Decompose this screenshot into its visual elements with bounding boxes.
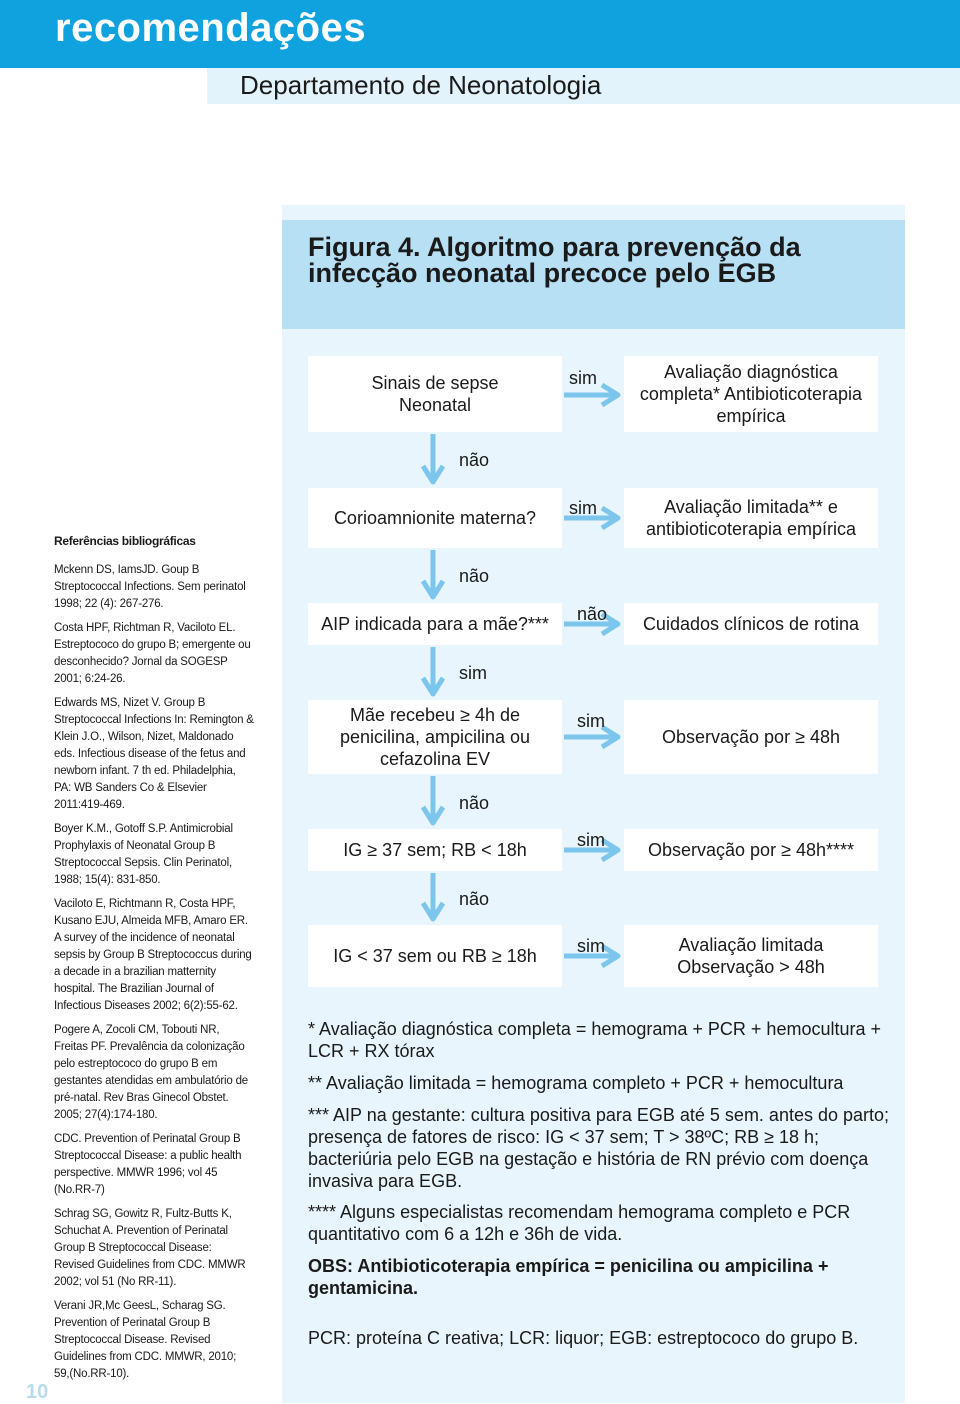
arrow-down-icon <box>420 548 446 603</box>
footnote-avaliacao-limitada: ** Avaliação limitada = hemograma completo + PCR + hemocultura <box>308 1073 844 1093</box>
reference-item: CDC. Prevention of Perinatal Group B Streptococcal Disease: a public health perspective. MMWR 1996; vol 45 (No.RR-7) <box>54 1133 242 1196</box>
label-nao: não <box>459 793 490 813</box>
section-title: recomendações <box>55 6 367 50</box>
label-nao: não <box>459 566 490 586</box>
box-avaliacao-completa: Avaliação diagnóstica completa* Antibioticoterapia empírica <box>624 356 878 432</box>
box-avaliacao-observacao: Avaliação limitada Observação > 48h <box>624 925 878 987</box>
label-nao: não <box>577 604 608 624</box>
label-sim: sim <box>569 368 597 388</box>
box-ig37: IG ≥ 37 sem; RB < 18h <box>308 829 562 871</box>
box-cuidados: Cuidados clínicos de rotina <box>624 603 878 645</box>
label-sim: sim <box>577 711 605 731</box>
reference-item: Boyer K.M., Gotoff S.P. Antimicrobial Prophylaxis of Neonatal Group B Streptococcal Sepsis. Clin Perinatol, 1988; 15(4): 831-850. <box>54 823 233 886</box>
arrow-down-icon <box>420 871 446 925</box>
label-nao: não <box>459 450 490 470</box>
arrow-down-icon <box>420 774 446 829</box>
footnote-especialistas: **** Alguns especialistas recomendam hemograma completo e PCR quantitativo com 6 a 12h e 36h de vida. <box>308 1202 851 1244</box>
box-penicilina: Mãe recebeu ≥ 4h de penicilina, ampicilina ou cefazolina EV <box>308 700 562 774</box>
references-title: Referências bibliográficas <box>54 534 196 548</box>
label-sim: sim <box>577 830 605 850</box>
arrow-down-icon <box>420 645 446 700</box>
reference-item: Mckenn DS, IamsJD. Goup B Streptococcal Infections. Sem perinatol 1998; 22 (4): 267-276. <box>54 564 246 610</box>
arrow-down-icon <box>420 432 446 488</box>
footnote-abreviacoes: PCR: proteína C reativa; LCR: liquor; EGB: estreptococo do grupo B. <box>308 1328 859 1348</box>
references <box>54 534 254 1390</box>
label-nao: não <box>459 889 490 909</box>
footnote-avaliacao-completa: * Avaliação diagnóstica completa = hemograma + PCR + hemocultura + LCR + RX tórax <box>308 1019 881 1061</box>
label-sim: sim <box>569 498 597 518</box>
page-number: 10 <box>26 1381 49 1403</box>
reference-item: Verani JR,Mc GeesL, Scharag SG. Prevention of Perinatal Group B Streptococcal Disease. Revised Guidelines from CDC. MMWR, 2010; 59,(No.RR-10). <box>54 1300 237 1380</box>
reference-item: Edwards MS, Nizet V. Group B Streptococcal Infections In: Remington & Klein J.O., Wilson, Nizet, Maldonado eds. Infectious disease of the fetus and newborn infant. 7 th ed. Philadelphia, PA: WB Sanders Co & Elsevier 2011:419-469. <box>54 697 254 811</box>
label-sim: sim <box>459 663 487 683</box>
reference-item: Vaciloto E, Richtmann R, Costa HPF, Kusano EJU, Almeida MFB, Amaro ER. A survey of the incidence of neonatal sepsis by Group B Streptococcus during a decade in a brazilian matternity hospital. The Brazilian Journal of Infectious Diseases 2002; 6(2):55-62. <box>54 898 252 1012</box>
reference-item: Schrag SG, Gowitz R, Fultz-Butts K, Schuchat A. Prevention of Perinatal Group B Streptococcal Disease: Revised Guidelines from CDC. MMWR 2002; vol 51 (No RR-11). <box>54 1208 246 1288</box>
label-sim: sim <box>577 936 605 956</box>
box-sepse: Sinais de sepse Neonatal <box>308 356 562 432</box>
box-aip: AIP indicada para a mãe?*** <box>308 603 562 645</box>
reference-item: Pogere A, Zocoli CM, Tobouti NR, Freitas PF. Prevalência da colonização pelo estreptococo do grupo B em gestantes atendidas em ambulatório de pré-natal. Rev Bras Ginecol Obstet. 2005; 27(4):174-180. <box>54 1024 248 1121</box>
box-observacao-48b: Observação por ≥ 48h**** <box>624 829 878 871</box>
figure-title: Figura 4. Algoritmo para prevenção da infecção neonatal precoce pelo EGB <box>308 232 801 288</box>
box-corioamnionite: Corioamnionite materna? <box>308 488 562 548</box>
reference-item: Costa HPF, Richtman R, Vaciloto EL. Estreptococo do grupo B; emergente ou desconhecido? Jornal da SOGESP 2001; 6:24-26. <box>54 622 251 685</box>
department-title: Departamento de Neonatologia <box>240 70 602 100</box>
footnote-obs: OBS: Antibioticoterapia empírica = penicilina ou ampicilina + gentamicina. <box>308 1256 829 1298</box>
box-ig-menor: IG < 37 sem ou RB ≥ 18h <box>308 925 562 987</box>
box-avaliacao-limitada: Avaliação limitada** e antibioticoterapia empírica <box>624 488 878 548</box>
box-observacao-48: Observação por ≥ 48h <box>624 700 878 774</box>
footnote-aip: *** AIP na gestante: cultura positiva para EGB até 5 sem. antes do parto; presença de fatores de risco: IG < 37 sem; T > 38ºC; RB ≥ 18 h; bacteriúria pelo EGB na gestação e história de RN prévio com doença invasiva para EGB. <box>308 1105 890 1191</box>
